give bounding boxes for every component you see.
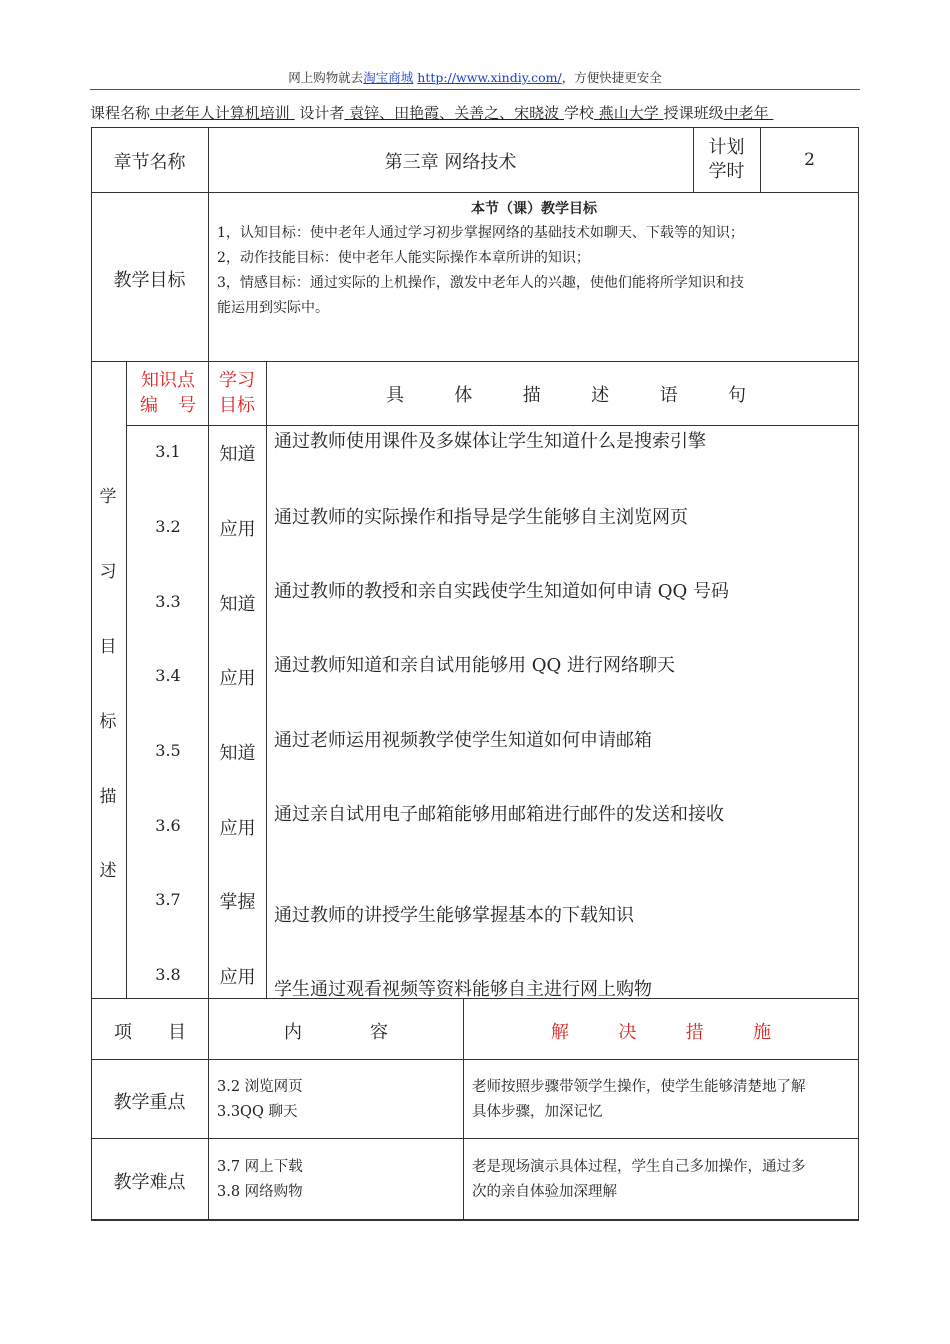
header-prefix: 网上购物就去 (288, 70, 364, 85)
description: 通过老师运用视频教学使学生知道如何申请邮箱 (274, 730, 652, 751)
description: 通过教师的实际操作和指导是学生能够自主浏览网页 (274, 507, 688, 528)
knowledge-id: 3.8 (155, 965, 181, 984)
learning-goal: 应用 (219, 668, 256, 689)
learning-goal: 知道 (219, 444, 256, 465)
page-header (90, 68, 860, 86)
objective-line: 3，情感目标：通过实际的上机操作，激发中老年人的兴趣，使他们能将所学知识和技 (217, 275, 744, 291)
key-points-label: 教学重点 (113, 1092, 186, 1113)
course-name-value: 中老年人计算机培训 (154, 104, 290, 122)
content-header: 内 容 (284, 1022, 388, 1043)
header-divider (90, 89, 860, 90)
taobao-link[interactable]: 淘宝商城 (363, 70, 414, 85)
planned-hours-label: 计划 学时 (708, 137, 745, 182)
side-label-char: 述 (99, 861, 117, 881)
description-header: 具 体 描 述 语 句 (386, 385, 746, 406)
learning-goal: 应用 (219, 967, 256, 988)
objective-line: 2，动作技能目标：使中老年人能实际操作本章所讲的知识； (217, 250, 590, 266)
course-info-line: 课程名称 中老年人计算机培训 设计者 袁锌、田艳霞、关善之、宋晓波 学校 燕山大学 授课班级中老年 (90, 102, 870, 123)
learning-goal: 应用 (219, 519, 256, 540)
header-suffix: ，方便快捷更安全 (561, 70, 662, 85)
objective-line: 1，认知目标：使中老年人通过学习初步掌握网络的基础技术如聊天、下载等的知识； (217, 225, 744, 241)
description: 通过教师知道和亲自试用能够用 QQ 进行网络聊天 (274, 655, 675, 676)
key-points-solution: 老师按照步骤带领学生操作，使学生能够清楚地了解 具体步骤，加深记忆 (472, 1079, 806, 1120)
difficult-points-solution: 老是现场演示具体过程，学生自己多加操作，通过多 次的亲自体验加深理解 (472, 1159, 806, 1200)
key-points-content: 3.2 浏览网页 3.3QQ 聊天 (217, 1079, 303, 1120)
divider (91, 1059, 859, 1060)
school-value: 燕山大学 (598, 104, 659, 122)
learning-goal: 应用 (219, 818, 256, 839)
side-label-char: 习 (99, 562, 117, 582)
divider (126, 361, 127, 998)
chapter-label: 章节名称 (113, 152, 186, 173)
description: 通过亲自试用电子邮箱能够用邮箱进行邮件的发送和接收 (274, 804, 724, 825)
designer-value: 袁锌、田艳霞、关善之、宋晓波 (349, 104, 560, 122)
side-label-char: 标 (99, 712, 117, 732)
divider (91, 361, 859, 362)
knowledge-id: 3.5 (155, 741, 181, 760)
objectives-label: 教学目标 (113, 270, 186, 291)
knowledge-id: 3.7 (155, 890, 181, 909)
xindiy-link[interactable]: http://www.xindiy.com/ (417, 70, 562, 85)
description: 学生通过观看视频等资料能够自主进行网上购物 (274, 979, 652, 1000)
description: 通过教师的讲授学生能够掌握基本的下载知识 (274, 905, 634, 926)
divider (208, 361, 209, 998)
knowledge-id: 3.4 (155, 666, 181, 685)
learning-goal-header: 学习 目标 (219, 370, 255, 416)
knowledge-id: 3.6 (155, 816, 181, 835)
learning-goal: 知道 (219, 743, 256, 764)
divider (463, 998, 464, 1220)
chapter-title: 第三章 网络技术 (384, 152, 517, 173)
divider (126, 425, 859, 426)
divider (208, 998, 209, 1220)
class-value: 中老年 (723, 104, 769, 122)
description: 通过教师使用课件及多媒体让学生知道什么是搜索引擎 (274, 431, 706, 452)
objective-line: 能运用到实际中。 (217, 300, 329, 316)
knowledge-id: 3.1 (155, 442, 181, 461)
side-label-char: 描 (99, 787, 117, 807)
side-label-char: 学 (99, 487, 117, 507)
planned-hours-value: 2 (804, 150, 815, 170)
item-header: 项 目 (114, 1022, 186, 1043)
description: 通过教师的教授和亲自实践使学生知道如何申请 QQ 号码 (274, 581, 729, 602)
side-label-char: 目 (99, 637, 117, 657)
divider (266, 361, 267, 998)
objectives-title: 本节（课）教学目标 (471, 201, 597, 217)
solution-header: 解 决 措 施 (551, 1022, 771, 1043)
knowledge-id: 3.2 (155, 517, 181, 536)
difficult-points-label: 教学难点 (113, 1172, 186, 1193)
learning-goal: 知道 (219, 594, 256, 615)
knowledge-id-header: 知识点 编 号 (140, 370, 196, 416)
knowledge-id: 3.3 (155, 592, 181, 611)
learning-goal: 掌握 (219, 892, 256, 913)
divider (91, 1138, 859, 1139)
divider (91, 192, 859, 193)
difficult-points-content: 3.7 网上下载 3.8 网络购物 (217, 1159, 303, 1200)
